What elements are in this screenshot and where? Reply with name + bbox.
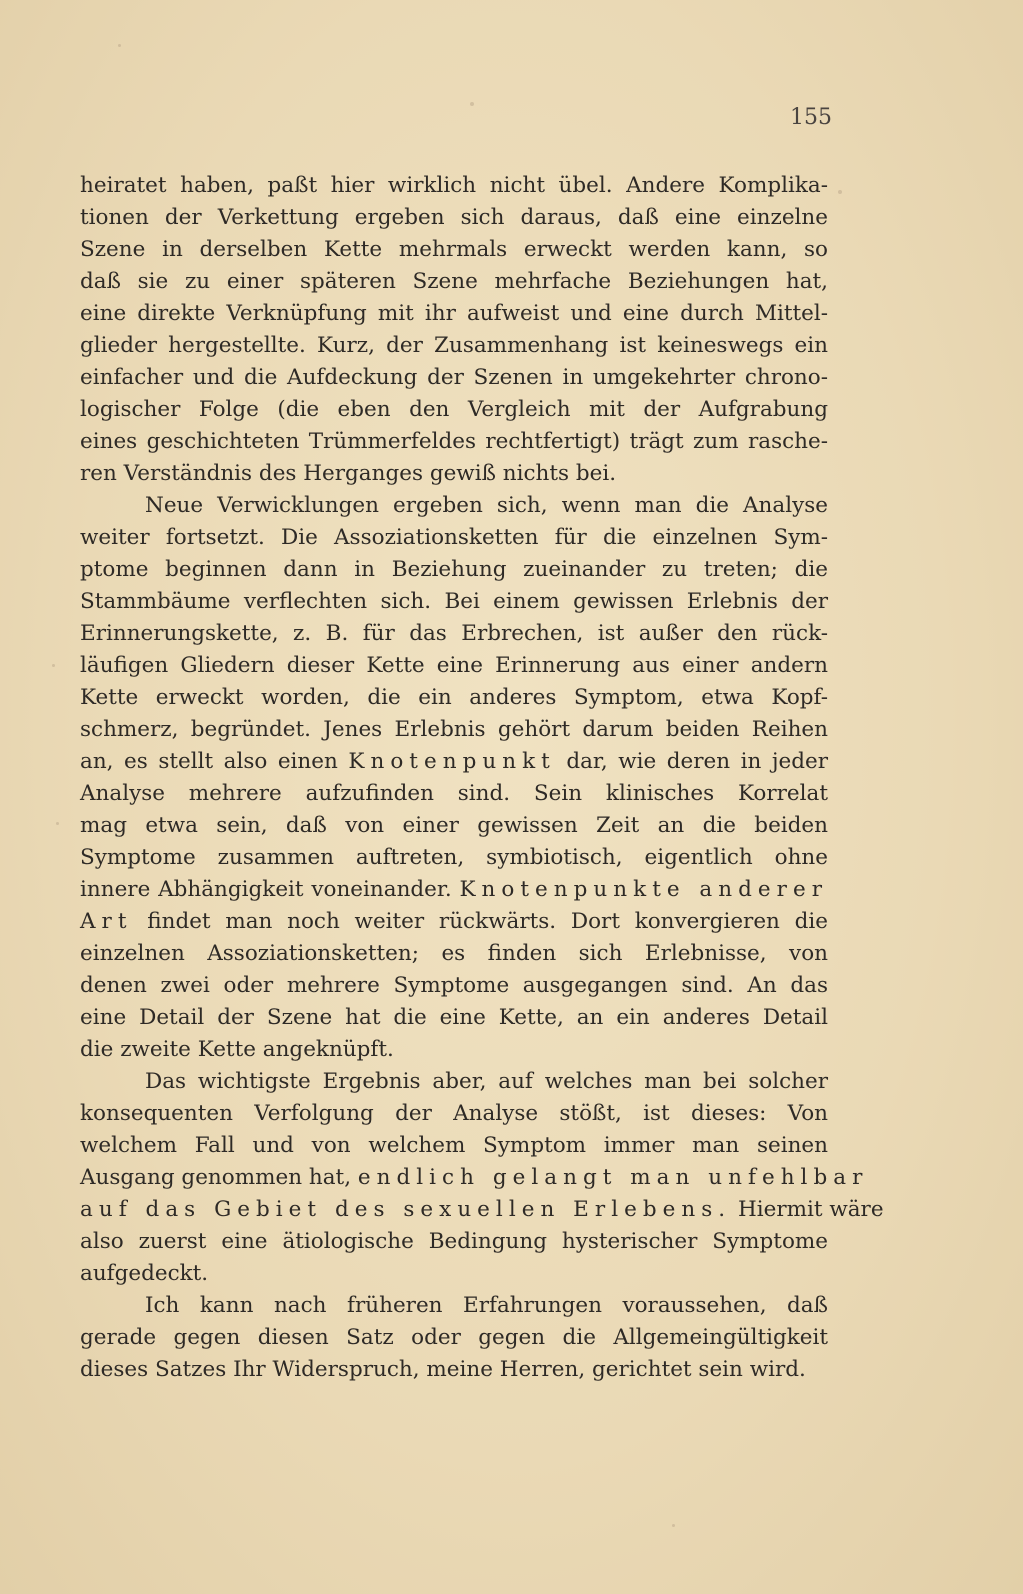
line-text: einfacher und die Aufdeckung der Szenen in umgekehrter chrono- — [80, 365, 828, 390]
text-line — [80, 906, 828, 938]
line-text: daß sie zu einer späteren Szene mehrfache Beziehungen hat, — [80, 269, 828, 294]
text-line — [80, 1130, 828, 1162]
text-line — [80, 522, 828, 554]
line-text: Stammbäume verflechten sich. Bei einem gewissen Erlebnis der — [80, 589, 828, 614]
line-text: Ich kann nach früheren Erfahrungen voraussehen, daß — [145, 1293, 828, 1318]
line-text: dar, wie deren in jeder — [555, 749, 829, 774]
text-line — [80, 1226, 828, 1258]
line-text: ptome beginnen dann in Beziehung zueinander zu treten; die — [80, 557, 828, 582]
text-line — [80, 266, 828, 298]
text-line — [80, 1002, 828, 1034]
text-line — [80, 650, 828, 682]
line-text: logischer Folge (die eben den Vergleich mit der Aufgrabung — [80, 397, 828, 422]
text-line — [80, 426, 828, 458]
line-text: weiter fortsetzt. Die Assoziationsketten für die einzelnen Sym- — [80, 525, 828, 550]
text-line — [80, 586, 828, 618]
line-text: also zuerst eine ätiologische Bedingung hysterischer Symptome — [80, 1229, 828, 1254]
line-text: tionen der Verkettung ergeben sich daraus, daß eine einzelne — [80, 205, 828, 230]
spaced-emphasis-text: Knotenpunkt — [348, 749, 556, 774]
line-text: Analyse mehrere aufzufinden sind. Sein klinisches Korrelat — [80, 781, 828, 806]
line-text: schmerz, begründet. Jenes Erlebnis gehört darum beiden Reihen — [80, 717, 828, 742]
line-text: welchem Fall und von welchem Symptom immer man seinen — [80, 1133, 828, 1158]
line-text: denen zwei oder mehrere Symptome ausgegangen sind. An das — [80, 973, 828, 998]
text-line — [80, 1034, 828, 1066]
line-text: konsequenten Verfolgung der Analyse stößt, ist dieses: Von — [80, 1101, 828, 1126]
text-line — [80, 298, 828, 330]
line-text: Erinnerungskette, z. B. für das Erbrechen, ist außer den rück- — [80, 621, 828, 646]
paragraph — [80, 1066, 884, 1290]
text-line — [80, 938, 828, 970]
paragraph — [80, 170, 828, 490]
line-text: aufgedeckt. — [80, 1261, 209, 1286]
text-line — [80, 778, 828, 810]
text-line — [80, 554, 828, 586]
text-line — [80, 1258, 828, 1290]
text-line — [80, 202, 828, 234]
line-text: die zweite Kette angeknüpft. — [80, 1037, 394, 1062]
text-line — [80, 330, 828, 362]
line-text: Ausgang genommen hat, — [80, 1165, 358, 1190]
line-text: läufigen Gliedern dieser Kette eine Erinnerung aus einer andern — [80, 653, 828, 678]
text-line — [80, 1322, 828, 1354]
line-text: Hiermit wäre — [731, 1197, 884, 1222]
line-text: an, es stellt also einen — [80, 749, 349, 774]
line-text: Kette erweckt worden, die ein anderes Symptom, etwa Kopf- — [80, 685, 828, 710]
text-line — [80, 842, 828, 874]
page-number: 155 — [790, 105, 832, 130]
paragraph — [80, 1290, 828, 1386]
line-text: eine Detail der Szene hat die eine Kette, an ein anderes Detail — [80, 1005, 828, 1030]
line-text: mag etwa sein, daß von einer gewissen Zeit an die beiden — [80, 813, 828, 838]
line-text: eine direkte Verknüpfung mit ihr aufweist und eine durch Mittel- — [80, 301, 828, 326]
line-text: ren Verständnis des Herganges gewiß nichts bei. — [80, 461, 617, 486]
text-line — [80, 714, 828, 746]
line-text: dieses Satzes Ihr Widerspruch, meine Herren, gerichtet sein wird. — [80, 1357, 806, 1382]
line-text: innere Abhängigkeit voneinander. — [80, 877, 460, 902]
paragraph — [80, 490, 828, 1066]
text-line — [80, 682, 828, 714]
body-text — [80, 170, 884, 1386]
line-text: heiratet haben, paßt hier wirklich nicht übel. Andere Komplika- — [80, 173, 828, 198]
text-line — [80, 1290, 828, 1322]
text-line — [80, 394, 828, 426]
text-line — [80, 1098, 828, 1130]
line-text: Das wichtigste Ergebnis aber, auf welches man bei solcher — [145, 1069, 828, 1094]
text-line — [80, 1066, 828, 1098]
line-text: gerade gegen diesen Satz oder gegen die Allgemeingültigkeit — [80, 1325, 828, 1350]
text-line — [80, 1354, 828, 1386]
line-text: glieder hergestellte. Kurz, der Zusammenhang ist keineswegs ein — [80, 333, 828, 358]
text-line — [80, 810, 828, 842]
line-text: Szene in derselben Kette mehrmals erweckt werden kann, so — [80, 237, 828, 262]
text-line — [80, 746, 828, 778]
text-line — [80, 170, 828, 202]
text-line — [80, 458, 828, 490]
text-line — [80, 1162, 869, 1194]
line-text: einzelnen Assoziationsketten; es finden sich Erlebnisse, von — [80, 941, 828, 966]
line-text: eines geschichteten Trümmerfeldes rechtfertigt) trägt zum rasche- — [80, 429, 828, 454]
text-line — [80, 362, 828, 394]
spaced-emphasis-text: Knotenpunkte anderer — [459, 877, 828, 902]
line-text: Symptome zusammen auftreten, symbiotisch, eigentlich ohne — [80, 845, 828, 870]
text-line — [80, 970, 828, 1002]
line-text: findet man noch weiter rückwärts. Dort konvergieren die — [132, 909, 828, 934]
text-line — [80, 618, 828, 650]
spaced-emphasis-text: endlich gelangt man unfehlbar — [357, 1165, 869, 1190]
text-line — [80, 1194, 884, 1226]
text-line — [80, 874, 828, 906]
spaced-emphasis-text: Art — [80, 909, 133, 934]
text-line — [80, 490, 828, 522]
spaced-emphasis-text: auf das Gebiet des sexuellen Erlebens. — [80, 1197, 732, 1222]
line-text: Neue Verwicklungen ergeben sich, wenn man die Analyse — [145, 493, 828, 518]
text-line — [80, 234, 828, 266]
